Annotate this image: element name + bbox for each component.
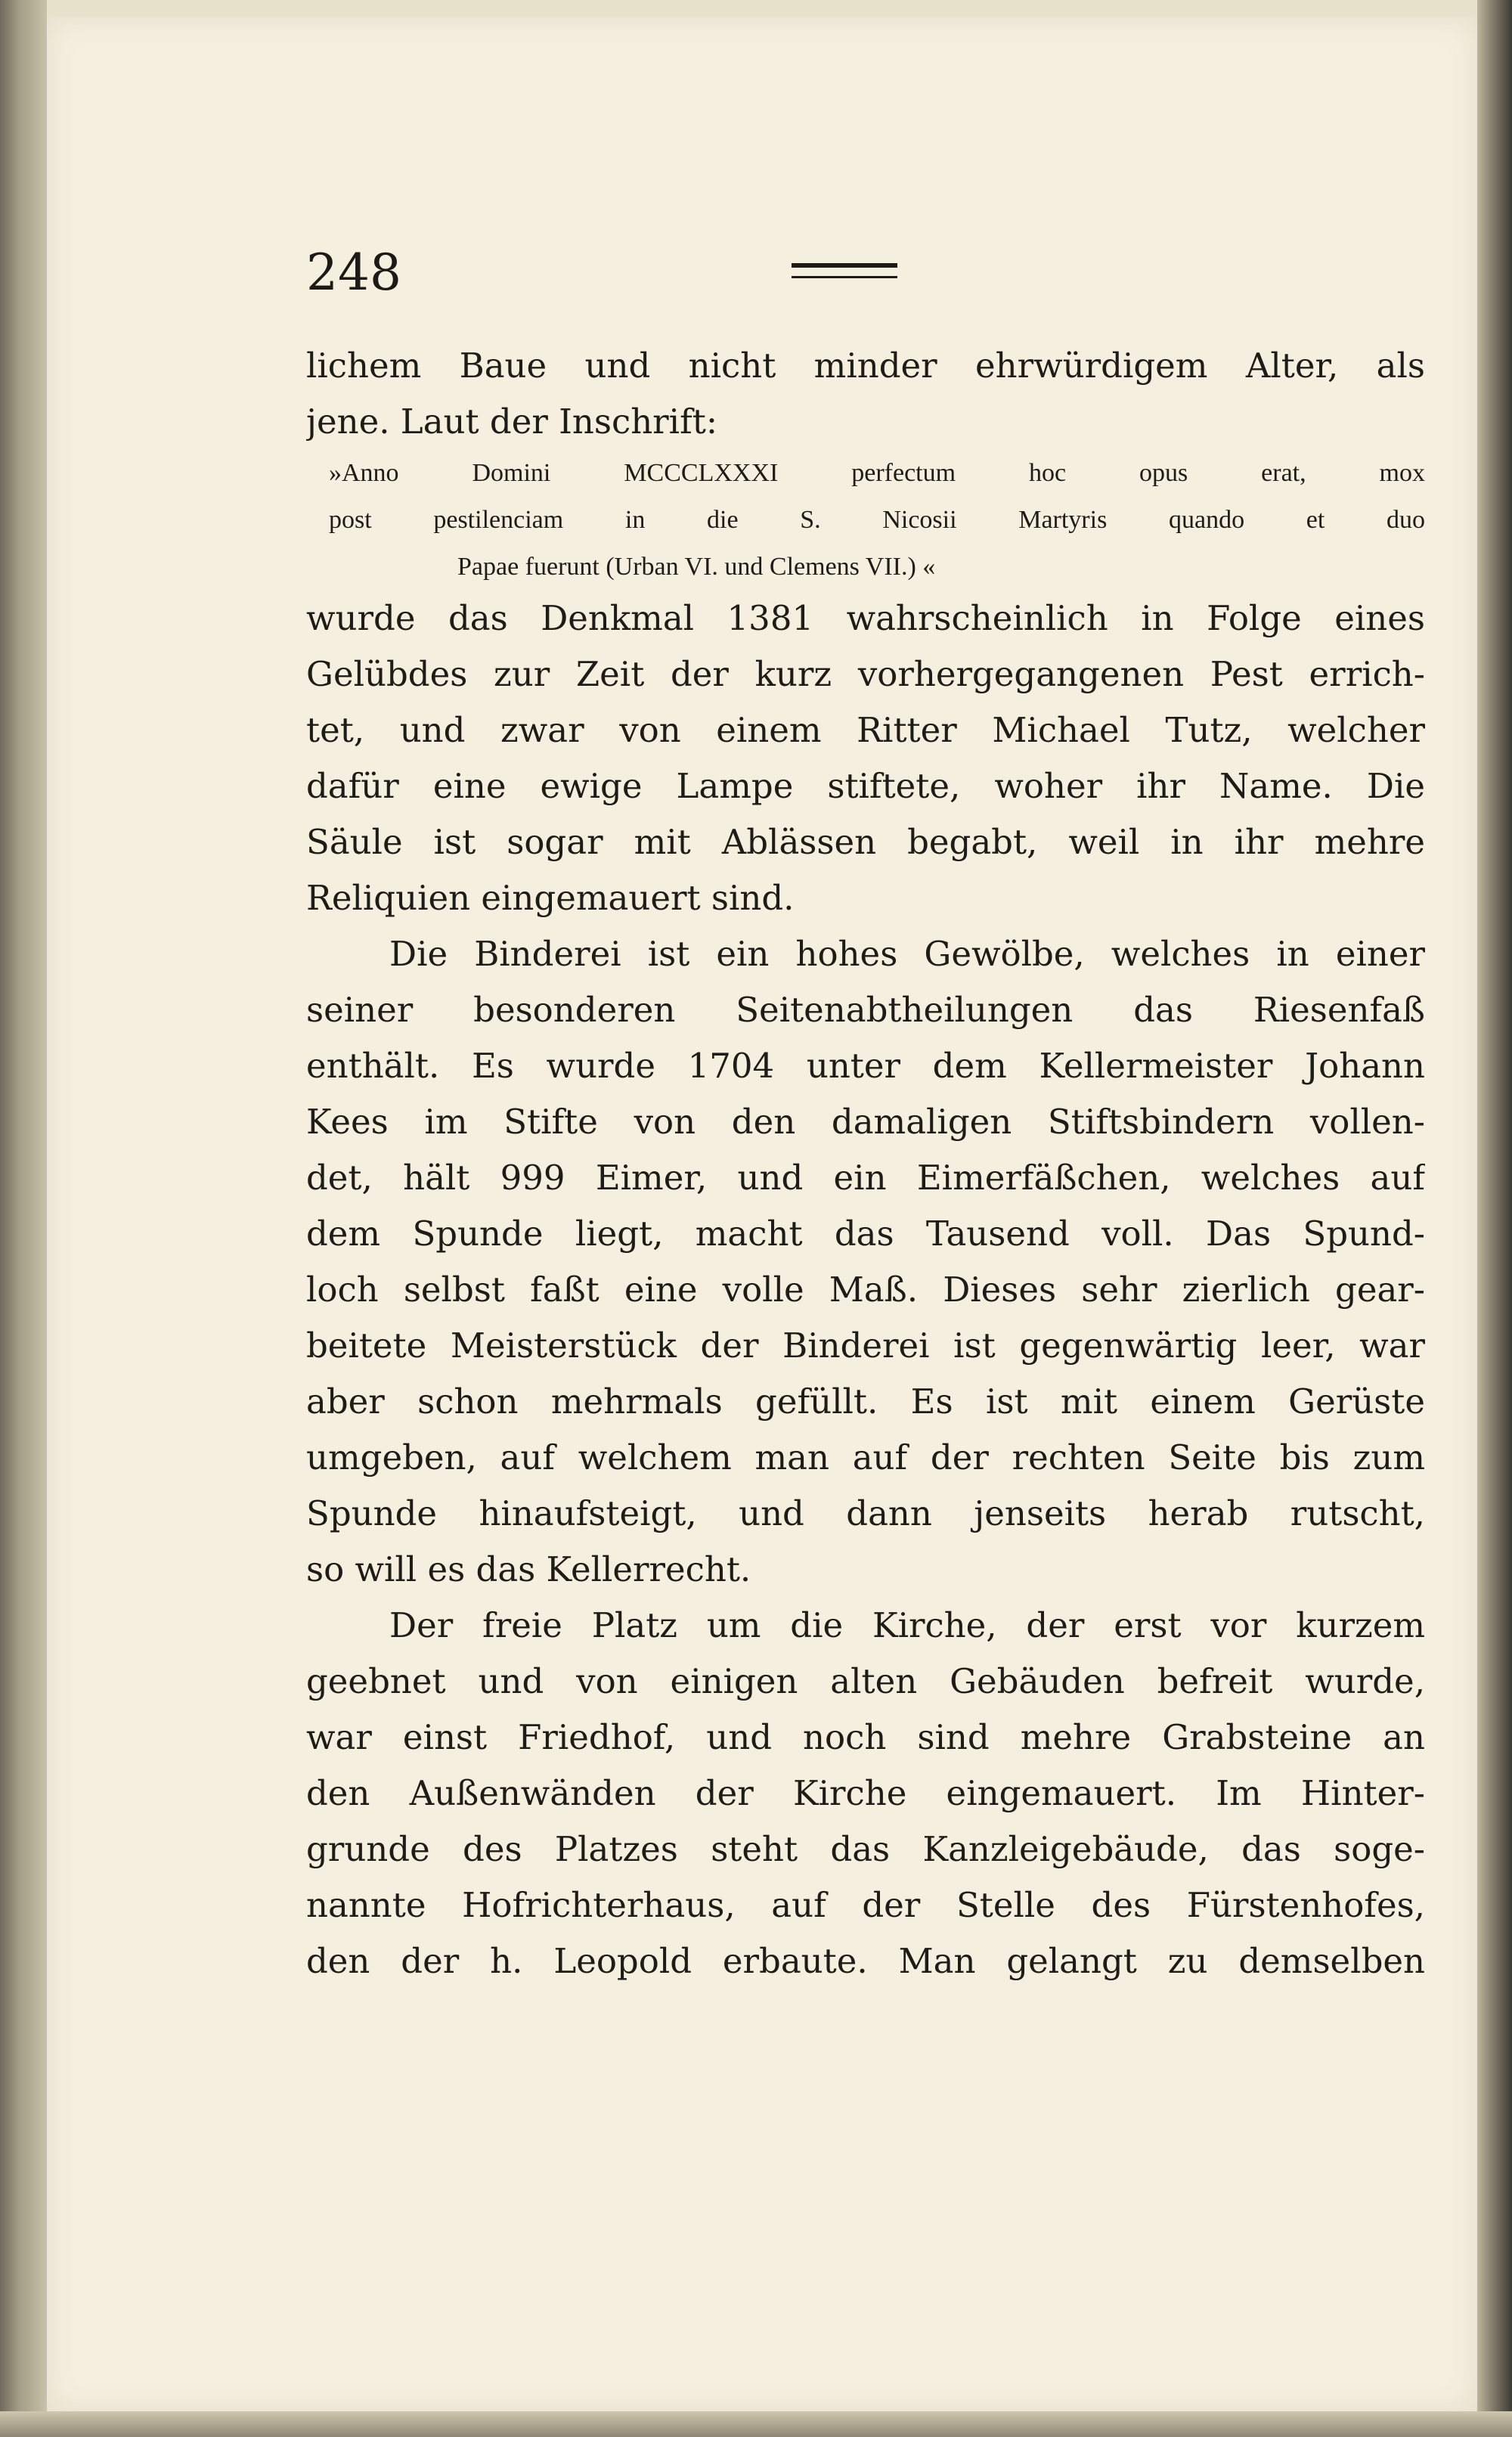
text-line: jene. Laut der Inschrift: [306, 402, 717, 442]
inscription-line: Papae fuerunt (Urban VI. und Clemens VII.) « [457, 553, 936, 581]
page-sheet [47, 17, 1477, 2411]
text-line: enthält. Es wurde 1704 unter dem Kellermeister Johann [306, 1046, 1425, 1086]
text-line: den Außenwänden der Kirche eingemauert. Im Hinter- [306, 1773, 1425, 1813]
text-line: nannte Hofrichterhaus, auf der Stelle des Fürstenhofes, [306, 1885, 1425, 1925]
book-fore-edge [1477, 0, 1512, 2437]
text-line: loch selbst faßt eine volle Maß. Dieses sehr zierlich gear- [306, 1270, 1425, 1310]
text-line: geebnet und von einigen alten Gebäuden befreit wurde, [306, 1661, 1425, 1701]
text-line: Spunde hinaufsteigt, und dann jenseits herab rutscht, [306, 1493, 1425, 1533]
inscription-line: post pestilenciam in die S. Nicosii Martyris quando et duo [329, 506, 1425, 534]
text-line: det, hält 999 Eimer, und ein Eimerfäßchen, welches auf [306, 1158, 1425, 1198]
text-line: tet, und zwar von einem Ritter Michael Tutz, welcher [306, 710, 1425, 750]
book-spine-edge [0, 0, 47, 2437]
header-rule [792, 263, 897, 278]
text-line: grunde des Platzes steht das Kanzleigebäude, das soge- [306, 1829, 1425, 1869]
text-line: war einst Friedhof, und noch sind mehre Grabsteine an [306, 1717, 1425, 1757]
book-bottom-edge [0, 2411, 1512, 2437]
text-line: dem Spunde liegt, macht das Tausend voll. Das Spund- [306, 1214, 1425, 1254]
text-line: Kees im Stifte von den damaligen Stiftsbindern vollen- [306, 1102, 1425, 1142]
paragraph-start-line: Der freie Platz um die Kirche, der erst vor kurzem [389, 1605, 1425, 1645]
text-line: den der h. Leopold erbaute. Man gelangt zu demselben [306, 1941, 1425, 1981]
paragraph-start-line: Die Binderei ist ein hohes Gewölbe, welches in einer [389, 934, 1425, 974]
text-line: Säule ist sogar mit Ablässen begabt, weil in ihr mehre [306, 822, 1425, 862]
text-line: Reliquien eingemauert sind. [306, 878, 795, 918]
text-line: aber schon mehrmals gefüllt. Es ist mit einem Gerüste [306, 1381, 1425, 1422]
body-text [306, 338, 1425, 1989]
text-line: Gelübdes zur Zeit der kurz vorhergegangenen Pest errich- [306, 654, 1425, 694]
text-line: so will es das Kellerrecht. [306, 1549, 751, 1589]
page-number: 248 [306, 243, 401, 302]
text-line: lichem Baue und nicht minder ehrwürdigem Alter, als [306, 346, 1425, 386]
text-line: wurde das Denkmal 1381 wahrscheinlich in Folge eines [306, 598, 1425, 638]
text-line: dafür eine ewige Lampe stiftete, woher ihr Name. Die [306, 766, 1425, 806]
text-line: umgeben, auf welchem man auf der rechten Seite bis zum [306, 1437, 1425, 1477]
text-line: beitete Meisterstück der Binderei ist gegenwärtig leer, war [306, 1325, 1425, 1366]
text-line: seiner besonderen Seitenabtheilungen das Riesenfaß [306, 990, 1425, 1030]
inscription-line: »Anno Domini MCCCLXXXI perfectum hoc opus erat, mox [329, 459, 1425, 487]
